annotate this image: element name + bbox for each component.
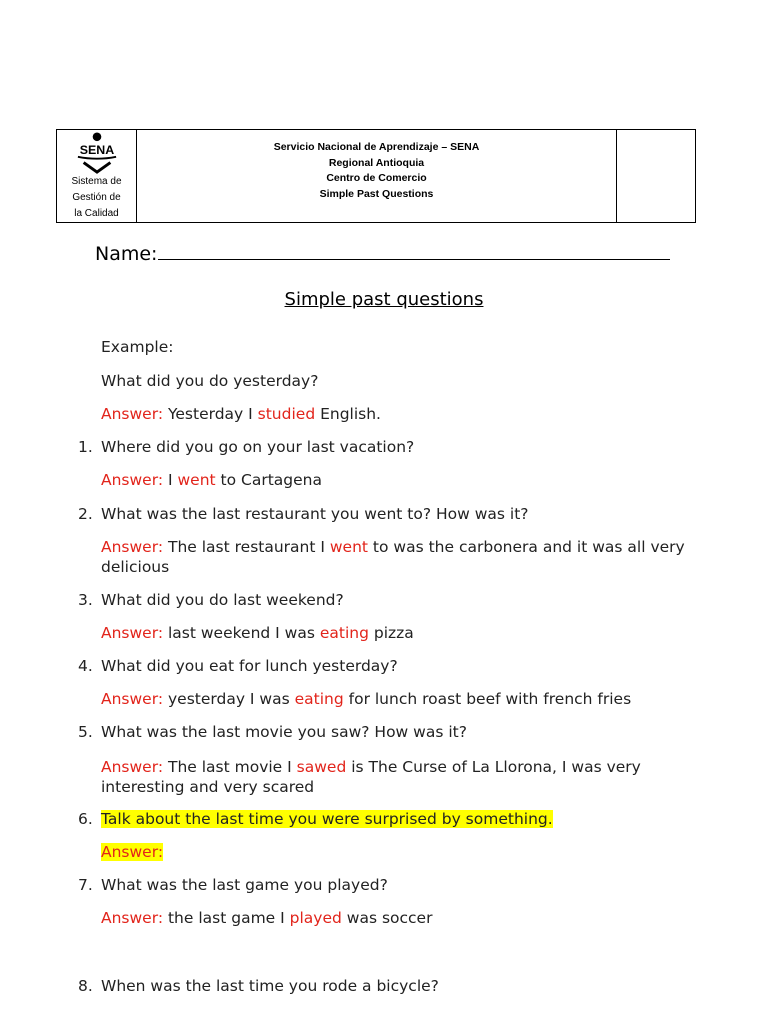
question-text: What did you do last weekend?: [101, 591, 344, 609]
answer-text: the last game I: [167, 909, 290, 927]
header-title-cell: [137, 130, 617, 222]
logo-caption-line: Gestión de: [72, 192, 121, 203]
answer-label: Answer:: [101, 758, 164, 776]
answer-line: [101, 758, 691, 797]
answer-line: [101, 843, 163, 863]
answer-label: Answer:: [101, 843, 164, 861]
answer-text: was soccer: [341, 909, 433, 927]
answer-verb: studied: [257, 405, 316, 423]
answer-text: to Cartagena: [215, 471, 322, 489]
question-number: 2.: [78, 505, 93, 523]
logo-caption: [71, 174, 121, 222]
answer-label: Answer:: [101, 909, 164, 927]
header-line-region: Regional Antioquia: [328, 156, 425, 169]
answer-verb: eating: [294, 690, 344, 708]
answer-verb: went: [329, 538, 368, 556]
question-number: 1.: [78, 438, 93, 456]
answer-line: [101, 690, 631, 710]
question-text: Where did you go on your last vacation?: [101, 438, 415, 456]
logo-caption-line: Sistema de: [71, 176, 122, 187]
logo-text: SENA: [79, 142, 114, 157]
example-answer: [101, 405, 381, 425]
answer-line: [101, 624, 414, 644]
answer-label: Answer:: [101, 624, 164, 642]
question-number: 7.: [78, 876, 93, 894]
answer-verb: sawed: [296, 758, 347, 776]
answer-line: [101, 538, 691, 577]
logo-cell: [57, 130, 137, 222]
answer-text: I: [167, 471, 178, 489]
document-header: [56, 129, 696, 223]
answer-label: Answer:: [101, 690, 164, 708]
question-text: When was the last time you rode a bicycle?: [101, 977, 439, 995]
question-number: 5.: [78, 723, 93, 741]
answer-line: [101, 909, 432, 929]
question-number: 6.: [78, 810, 93, 828]
answer-verb: played: [289, 909, 342, 927]
answer-verb: eating: [319, 624, 369, 642]
header-line-center: Centro de Comercio: [326, 172, 427, 184]
question-text: What did you eat for lunch yesterday?: [101, 657, 398, 675]
logo-caption-line: la Calidad: [74, 208, 119, 219]
answer-label: Answer:: [101, 471, 164, 489]
page-title: Simple past questions: [284, 289, 484, 310]
answer-text: yesterday I was: [167, 690, 295, 708]
example-question: What did you do yesterday?: [101, 372, 319, 390]
highlighted-question: Talk about the last time you were surprised by something.: [101, 810, 553, 828]
question-text: What was the last game you played?: [101, 876, 388, 894]
question-number: 3.: [78, 591, 93, 609]
example-label: Example:: [101, 338, 174, 356]
question-text: What was the last movie you saw? How was it?: [101, 723, 467, 741]
header-line-subject: Simple Past Questions: [319, 187, 434, 200]
answer-text: pizza: [368, 624, 414, 642]
header-line-institution: Servicio Nacional de Aprendizaje – SENA: [273, 141, 480, 153]
sena-logo-icon: [71, 132, 123, 174]
name-underline: [158, 240, 670, 260]
answer-text: last weekend I was: [167, 624, 320, 642]
question-number: 4.: [78, 657, 93, 675]
answer-label: Answer:: [101, 538, 164, 556]
answer-text: English.: [315, 405, 381, 423]
answer-text: to was the carbonera and it was all very delicious: [101, 538, 685, 576]
name-label: Name:: [95, 243, 158, 265]
question-text: [101, 810, 553, 830]
name-field: [95, 240, 670, 265]
answer-label: Answer:: [101, 405, 164, 423]
question-text: What was the last restaurant you went to? How was it?: [101, 505, 529, 523]
answer-text: is The Curse of La Llorona, I was very interesting and very scared: [101, 758, 641, 796]
question-number: 8.: [78, 977, 93, 995]
header-empty-cell: [617, 130, 695, 222]
answer-text: The last movie I: [167, 758, 297, 776]
answer-text: The last restaurant I: [167, 538, 330, 556]
answer-line: [101, 471, 322, 491]
answer-text: Yesterday I: [167, 405, 258, 423]
answer-verb: went: [177, 471, 216, 489]
answer-text: for lunch roast beef with french fries: [343, 690, 632, 708]
